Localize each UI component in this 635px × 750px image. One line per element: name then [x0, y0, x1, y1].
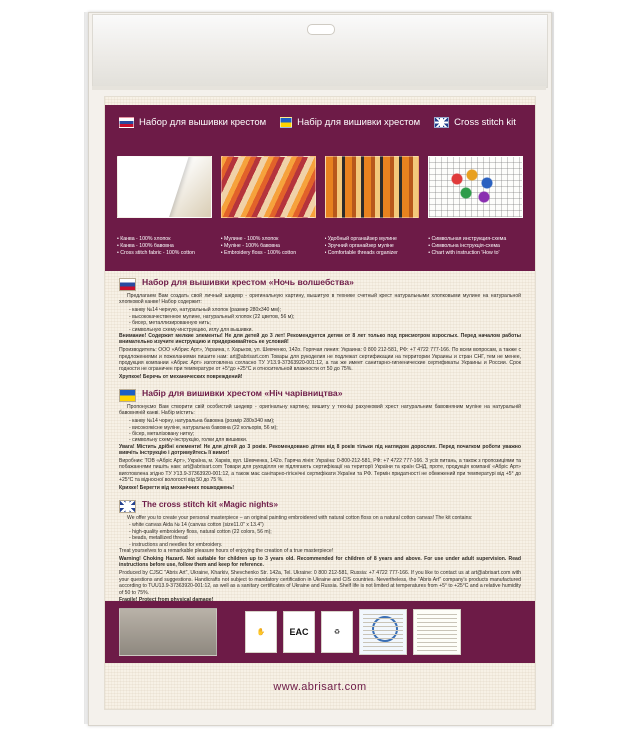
photo-captions: [105, 235, 535, 265]
caption-organizer: • Удобный органайзер мулине • Зручний органайзер муліне • Comfortable threads organizer: [324, 236, 398, 256]
flag-ua-icon: [280, 117, 292, 128]
recycle-icon: ♻: [321, 611, 353, 653]
photo-strip: [105, 139, 535, 235]
warning-text: Warning! Choking Hazard. Not suitable for children up to 3 years old. Recommended for children of 8 years and above. For use under adult supervision. Read instructions before use, follow them and keep for reference.: [119, 556, 521, 569]
list-item: - instructions and needles for embroidery.: [129, 541, 223, 548]
language-en: [420, 117, 535, 128]
list-item: - бісер, металізовану нитку;: [129, 430, 195, 437]
package-fold-line: [92, 86, 546, 90]
paragraph: Пропонуємо Вам створити свій особистий шедевр - оригінальну картину, вишиту у техніці рахунковий хрест натуральним бавовняним муліне на натуральній бавовняній канві. Набір містить:: [119, 403, 521, 417]
photo-canvas: [117, 156, 212, 218]
paragraph: Treat yourselves to a remarkable pleasure hours of enjoying the creation of a true masterpiece!: [119, 548, 334, 555]
paragraph: Предлагаем Вам создать свой личный шедевр - оригинальную картину, вышитую в технике счетный крест натуральными хлопковыми мулине на натуральной хлопковой канве! Набор содержит:: [119, 293, 521, 306]
photo-floss: [221, 156, 316, 218]
photo-band-bottom: [105, 265, 535, 271]
list-item: - white canvas Aida № 14 (canvas cotton (size11.0" x 13.4"): [129, 522, 264, 529]
fabric-swatch: [119, 608, 217, 656]
title-ua: Набір для вишивки хрестом «Ніч чарівництва»: [142, 387, 343, 398]
language-ua-label: Набір для вишивки хрестом: [297, 116, 421, 128]
photo-organizer: [325, 156, 420, 218]
paragraph: We offer you to create your personal masterpiece – an original painting embroidered with natural cotton floss on a natural cotton canvas! The kit contains:: [127, 514, 473, 521]
title-en: The cross stitch kit «Magic nights»: [142, 499, 279, 509]
eac-mark-icon: EAC: [283, 611, 315, 653]
certificate-plain: [413, 609, 461, 655]
language-ua: [266, 117, 420, 128]
footer-icon-row: [105, 601, 535, 663]
description-content: [119, 277, 521, 611]
language-row: [105, 105, 535, 139]
manufacturer-text: Produced by CJSC "Abris Art", Ukraine, Kharkiv, Shevchenko Str. 142a, Tel. Ukraine: 0 800 212-581, Russia: +7 4722 777-166. If you like to contact us at art@abrisart.com with your questions and suggestions. Handicrafts not subject to mandatory certification in Ukraine and CIS countries. Nevertheless, the "Abris Art" company's products manufactured according to TUU13.9-37363920-001:12, as well as a sanitary certificates of Ukraine and Russia. Shelf life is not limited at temperatures from +5° to +25°C and a relative humidity of 50 to 75%.: [119, 570, 521, 596]
list-item: - бисер, металлизированную нить;: [129, 320, 211, 327]
list-item: - канву №14 чорну, натуральна бавовна (розмір 280х340 мм);: [129, 418, 275, 425]
description-block-ua: [119, 388, 521, 492]
description-heading-ru: [119, 277, 521, 291]
warning-text: Внимание! Содержит мелкие элементы! Не для детей до 3 лет! Рекомендуется детям от 8 лет только под присмотром взрослых. Перед началом работы внимательно изучите инструкцию и придерживайтесь ее условий!: [119, 332, 521, 346]
website-url[interactable]: www.abrisart.com: [273, 681, 367, 693]
caption-chart: • Символьная инструкция-схема • Символьна інструкція-схема • Chart with instruction 'How to': [428, 236, 507, 256]
fragile-text: Крихке! Берегти від механічних пошкоджень!: [119, 485, 235, 492]
warning-text: Увага! Містить дрібні елементи! Не для дітей до 3 років. Рекомендовано дітям від 8 років тільки під наглядом дорослих. Перед початком роботи уважно вивчіть інструкцію і дотримуйтесь її вимог!: [119, 443, 521, 457]
language-ru: [105, 117, 266, 128]
title-ru: Набор для вышивки крестом «Ночь волшебства»: [142, 277, 354, 287]
list-item: - канву №14 черную, натуральный хлопок (размер 280х340 мм);: [129, 307, 281, 314]
list-item: - символьну схему-інструкцію, голки для вишивки.: [129, 437, 248, 444]
flag-ru-icon: [119, 117, 134, 128]
list-item: - высококачественное мулине, натуральный хлопок (22 цветов, 56 м);: [129, 313, 295, 320]
compliance-icons: [245, 609, 461, 655]
flag-ru-icon: [119, 278, 136, 291]
caption-canvas: • Канва - 100% хлопок • Канва - 100% бавовна • Cross stitch fabric - 100% cotton: [117, 236, 195, 256]
description-heading-en: [119, 499, 521, 513]
description-heading-ua: [119, 388, 521, 402]
hang-hole: [307, 24, 335, 35]
flag-en-icon: [434, 117, 449, 128]
photo-chart: [428, 156, 523, 218]
flag-ua-icon: [119, 389, 136, 402]
description-block-en: [119, 499, 521, 604]
handwash-icon: ✋: [245, 611, 277, 653]
list-item: - beads, metallized thread: [129, 535, 188, 542]
language-en-label: Cross stitch kit: [454, 116, 516, 128]
language-ru-label: Набор для вышивки крестом: [139, 116, 267, 128]
list-item: - high-quality embroidery floss, natural cotton (22 colors, 56 m);: [129, 528, 272, 535]
caption-floss: • Мулине - 100% хлопок • Муліне - 100% бавовна • Embroidery floss - 100% cotton: [220, 236, 297, 256]
manufacturer-text: Виробник: ТОВ «Абріс Арт», Україна, м. Харків, вул. Шевченка, 142о. Гаряча лінія: Україна: 0-800-212-581, РФ: +7 4722 777-166. З усіх питань, а також з пропозиціями та побажаннями пишіть нам: art@abrisart.com Товари для рукоділля не підлягають сертифікації на території України та країн СНД, проте, продукція компанії «Абріс Арт» виготовлена згідно ТУ У13.9-37363920-001:12, а також має санітарно-гігієнічні сертифікати України та РФ. Термін придатності не обмежений при температурі від +5° до +25°C та відносної вологості від 50 до 75 %.: [119, 458, 521, 484]
list-item: - високоякісне муліне, натуральна бавовна (22 кольорів, 56 м);: [129, 424, 278, 431]
list-item: - символьную схему-инструкцию, иглу для вышивки.: [129, 326, 253, 333]
fragile-text: Хрупкое! Беречь от механических повреждений!: [119, 374, 243, 381]
flag-en-icon: [119, 500, 136, 513]
certificate-blue: [359, 609, 407, 655]
description-block-ru: [119, 277, 521, 381]
product-back-card: [104, 96, 536, 710]
manufacturer-text: Производитель: ООО «Абрис Арт», Украина, г. Харьков, ул. Шевченко, 142о. Горячая линия: Украина: 0 800 212-581, РФ: +7 4722 777-166. По всем вопросам, а также с предложениями и пожеланиями пишите нам: art@abrisart.com Товары для рукоделия не подлежат сертификации на территории Украины и стран СНГ, тем не менее, продукция компании «Абрис Арт» изготовлена согласно ТУ У13.9-37363920-001:12, а так же имеет санитарно-гигиенические сертификаты Украины и России. Срок годности не ограничен при температуре от +5°до +25°C и относительной влажности от 50 до 75%.: [119, 347, 521, 373]
